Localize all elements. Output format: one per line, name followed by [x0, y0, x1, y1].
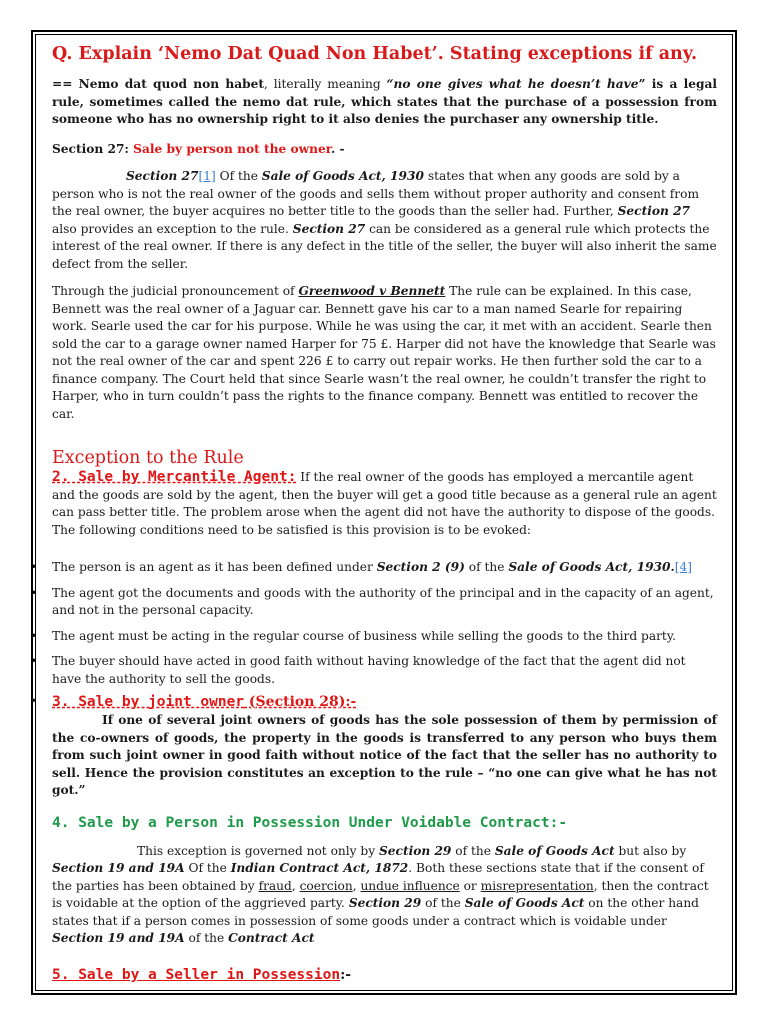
exception-3-paragraph: If one of several joint owners of goods has the sole possession of them by permission of the co-owners of goods, the property in the goods is transferred to any person who buys them from such joint owner in good faith without notice of the fact that the seller has no authority to sell. Hence the provision constitutes an exception to the rule – “no one can give what he has not got.”: [52, 713, 717, 797]
exception-heading: Exception to the Rule: [52, 448, 244, 468]
list-item: • The person is an agent as it has been defined under Section 2 (9) of the Sale of Goods Act, 1930.[4]: [52, 559, 717, 577]
exception-4-heading: 4. Sale by a Person in Possession Under Voidable Contract:-: [52, 814, 568, 831]
section-27-paragraph: Section 27[1] Of the Sale of Goods Act, 1930 states that when any goods are sold by a person who is not the real owner of the goods and sells them without proper authority and consent from the real owner, the buyer acquires no better title to the goods than the seller had. Further, Section 27 also provides an exception to the rule. Section 27 can be considered as a general rule which protects the interest of the real owner. If there is any defect in the title of the seller, the buyer will also inherit the same defect from the seller.: [52, 169, 717, 271]
exception-2-heading: 2. Sale by Mercantile Agent:: [52, 469, 297, 485]
conditions-list: [30, 559, 717, 688]
greenwood-case-paragraph: Through the judicial pronouncement of Greenwood v Bennett The rule can be explained. In this case, Bennett was the real owner of a Jaguar car. Bennett gave his car to a man named Searle for repairing work. Searle used the car for his purpose. While he was using the car, it met with an accident. Searle then sold the car to a garage owner named Harper for 75 £. Harper did not have the knowledge that Searle was not the real owner of the car and spent 226 £ to carry out repair works. He then further sold the car to a finance company. The Court held that since Searle wasn’t the real owner, he couldn’t transfer the right to Harper, who in turn couldn’t pass the rights to the finance company. Bennett was entitled to recover the car.: [52, 284, 716, 421]
bullet-icon: •: [30, 694, 38, 708]
footnote-link-1[interactable]: [1]: [198, 169, 216, 183]
question-title: Q. Explain ‘Nemo Dat Quad Non Habet’. Stating exceptions if any.: [52, 44, 698, 64]
bullet-icon: •: [30, 654, 38, 668]
intro-paragraph: == Nemo dat quod non habet, literally meaning “no one gives what he doesn’t have” is a legal rule, sometimes called the nemo dat rule, which states that the purchase of a possession from someone who has no ownership right to it also denies the purchaser any ownership title.: [52, 77, 718, 126]
exception-2-paragraph: 2. Sale by Mercantile Agent: If the real owner of the goods has employed a mercantile agent and the goods are sold by the agent, then the buyer will get a good title because as a general rule an agent can pass better title. The problem arose when the agent did not have the authority to dispose of the goods. The following conditions need to be satisfied is this provision is to be evoked:: [52, 469, 717, 537]
list-item: • The agent must be acting in the regular course of business while selling the goods to the third party.: [52, 628, 717, 646]
list-item: • The buyer should have acted in good faith without having knowledge of the fact that the agent did not have the authority to sell the goods.: [30, 654, 686, 686]
exception-4-paragraph: This exception is governed not only by Section 29 of the Sale of Goods Act but also by Section 19 and 19A Of the Indian Contract Act, 1872. Both these sections state that if the consent of the parties has been obtained by fraud, coercion, undue influence or misrepresentation, then the contract is voidable at the option of the aggrieved party. Section 29 of the Sale of Goods Act on the other hand states that if a person comes in possession of some goods under a contract which is voidable under Section 19 and 19A of the Contract Act: [52, 843, 709, 945]
exception-5-heading: 5. Sale by a Seller in Possession:-: [52, 966, 352, 983]
exception-3-heading: • 3. Sale by joint owner (Section 28):-: [30, 694, 357, 710]
bullet-icon: •: [30, 628, 38, 643]
section-27-heading: Section 27: Sale by person not the owner. -: [52, 141, 345, 156]
case-name-greenwood: Greenwood v Bennett: [298, 284, 446, 298]
footnote-link-4[interactable]: [4]: [674, 560, 693, 574]
bullet-icon: •: [30, 585, 38, 600]
list-item: • The agent got the documents and goods with the authority of the principal and in the capacity of an agent, and not in the personal capacity.: [30, 585, 714, 617]
bullet-icon: •: [30, 560, 38, 574]
document-body: [30, 42, 718, 985]
